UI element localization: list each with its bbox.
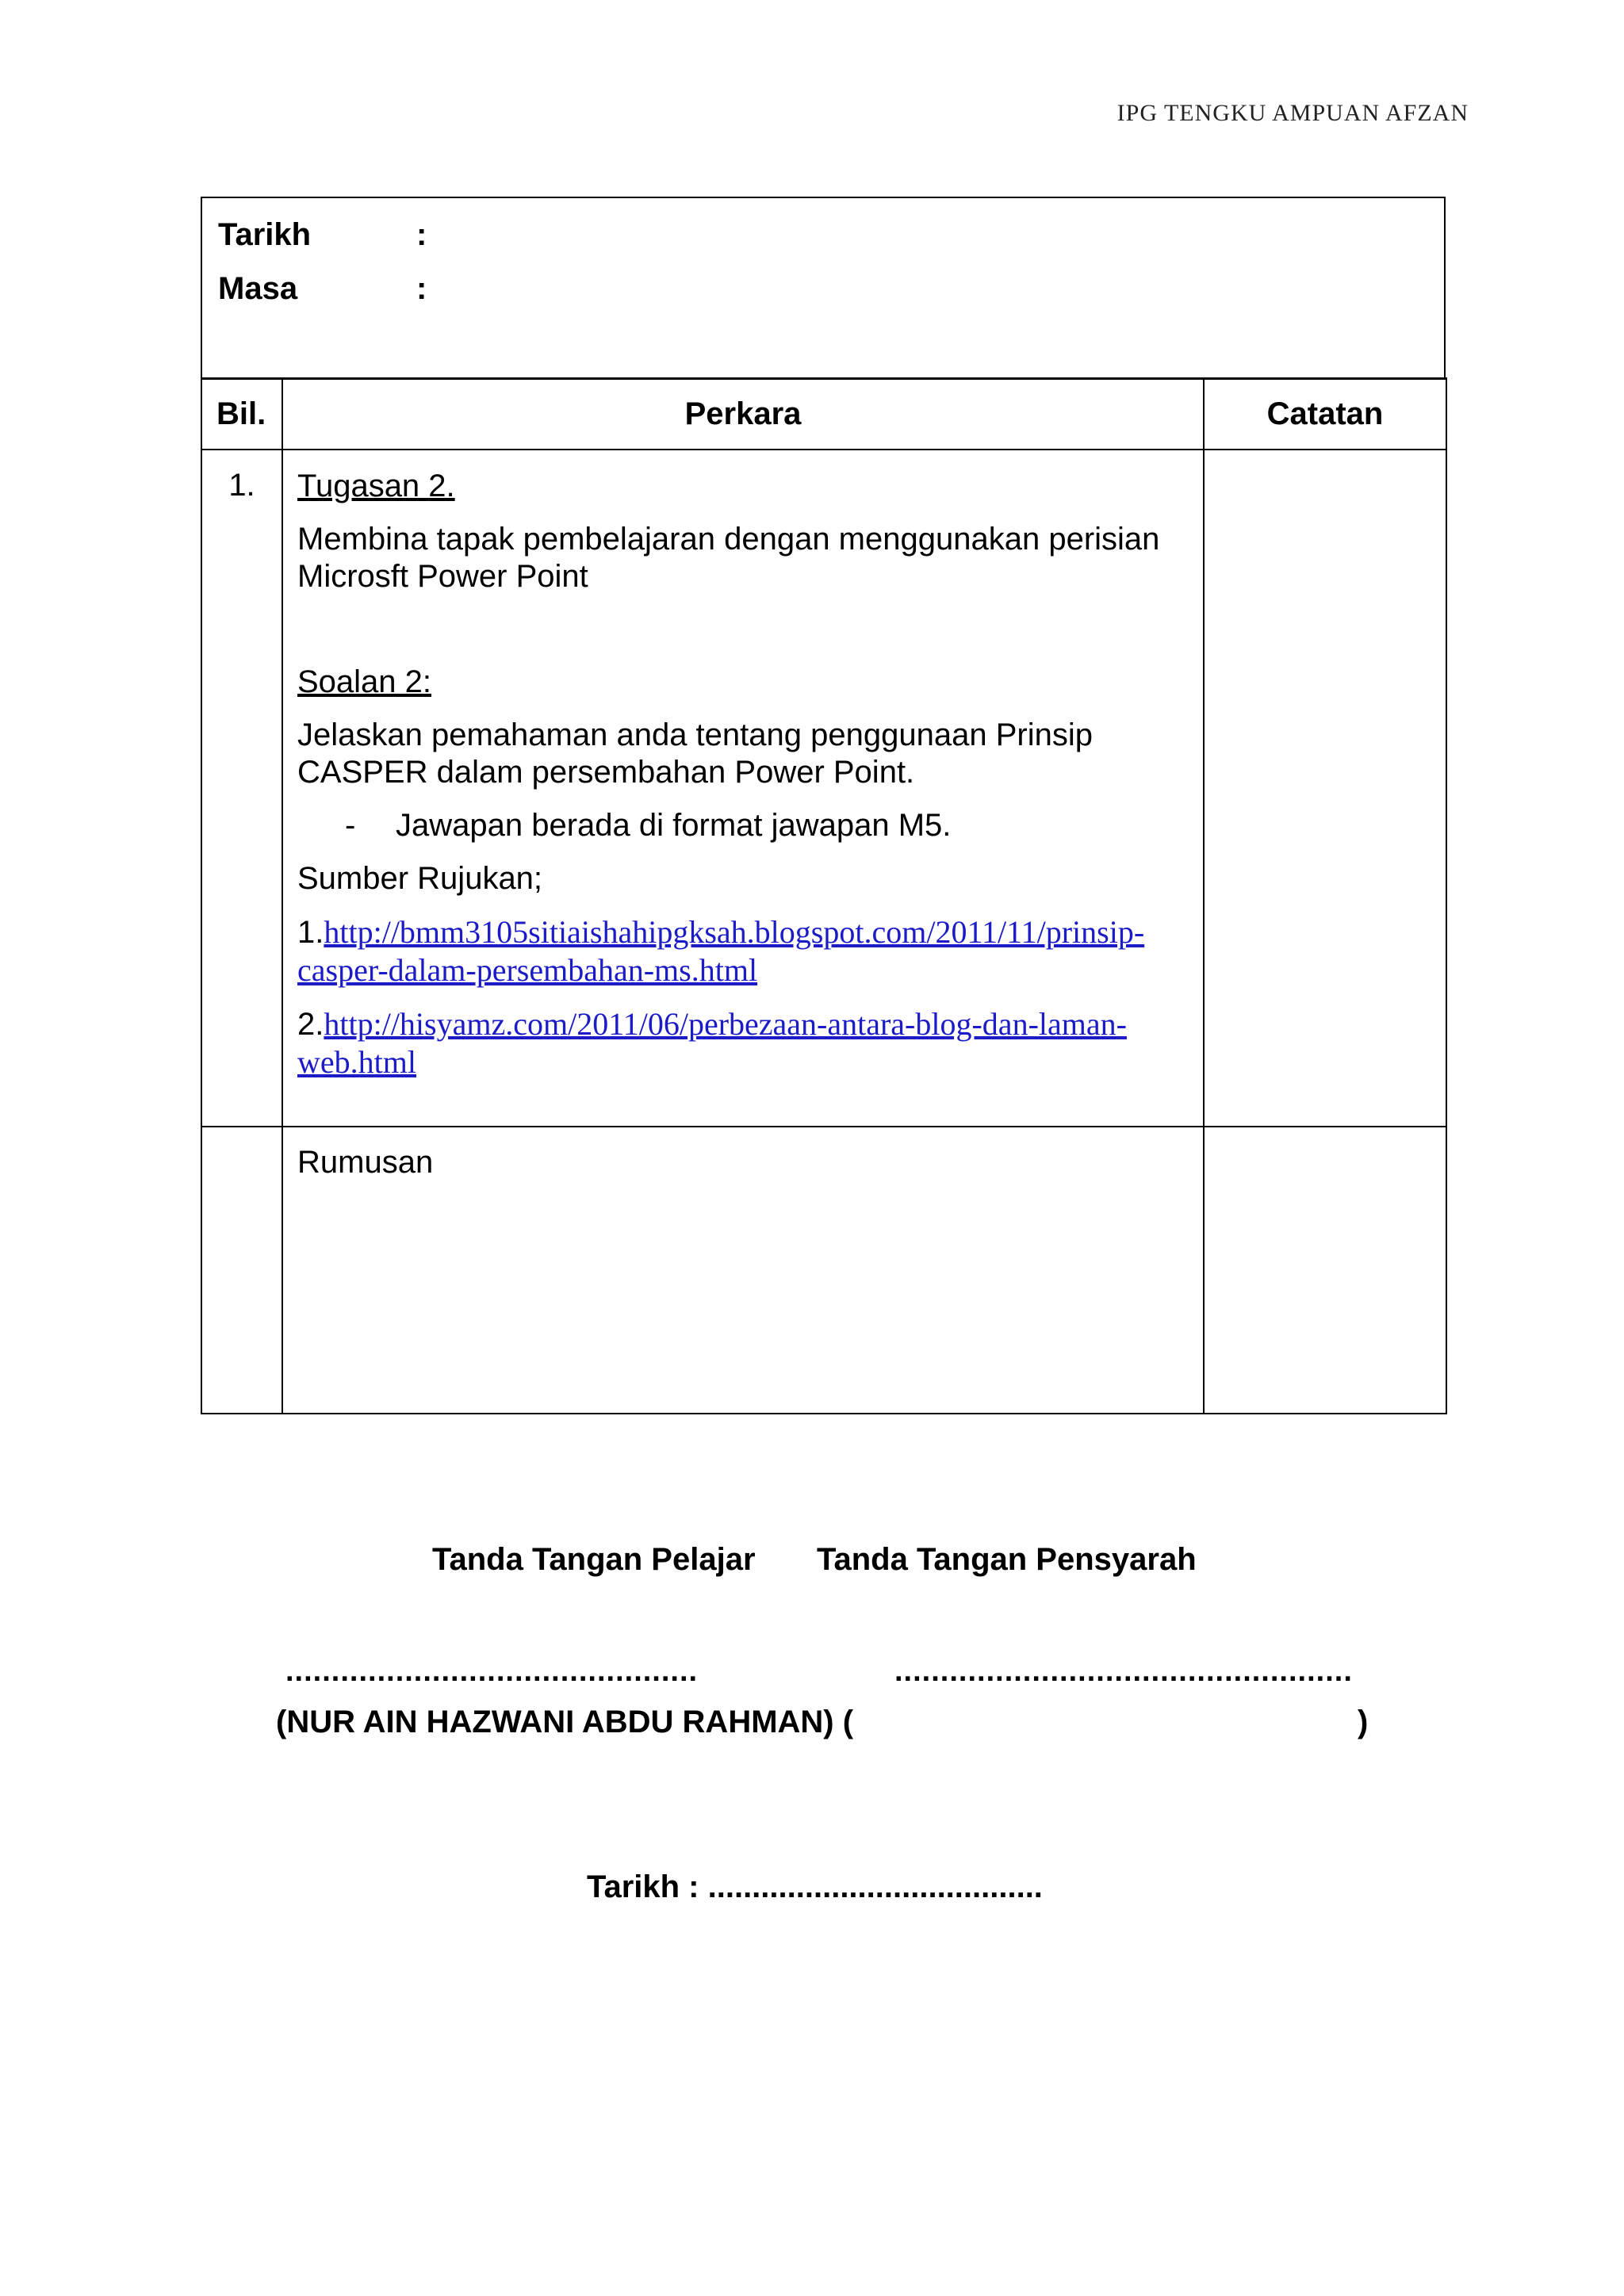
- student-name: (NUR AIN HAZWANI ABDU RAHMAN) (: [276, 1705, 854, 1739]
- question-title: Soalan 2:: [297, 664, 432, 699]
- bullet-dash: -: [345, 808, 356, 843]
- source-1-link[interactable]: http://bmm3105sitiaishahipgksah.blogspot.com/2011/11/prinsip-casper-dalam-persembahan-ms.html: [297, 914, 1145, 988]
- source-2-link[interactable]: http://hisyamz.com/2011/06/perbezaan-antara-blog-dan-laman-web.html: [297, 1006, 1127, 1080]
- header-catatan: Catatan: [1204, 378, 1446, 450]
- question-description: Jelaskan pemahaman anda tentang penggunaan Prinsip CASPER dalam persembahan Power Point.: [297, 718, 1093, 790]
- table-header-row: [201, 378, 1446, 450]
- institution-header: IPG TENGKU AMPUAN AFZAN: [1116, 100, 1469, 126]
- task-table: [201, 377, 1447, 1414]
- source-1: [297, 913, 1187, 989]
- source-2-number: 2.: [297, 1007, 324, 1042]
- student-signature-title: Tanda Tangan Pelajar: [432, 1542, 756, 1577]
- lecturer-signature-title: Tanda Tangan Pensyarah: [817, 1542, 1197, 1577]
- catatan-cell: [1204, 1127, 1446, 1414]
- lecturer-signature-line: ..................................................: [894, 1655, 1353, 1688]
- row-number-empty: [201, 1127, 282, 1414]
- lecturer-name-close: ): [1358, 1705, 1369, 1739]
- rumusan-cell: Rumusan: [282, 1127, 1204, 1414]
- date-line: Tarikh : ......................................: [587, 1869, 1043, 1904]
- header-perkara: Perkara: [282, 378, 1204, 450]
- tarikh-row: [218, 217, 427, 253]
- source-2: [297, 1005, 1187, 1081]
- source-1-number: 1.: [297, 915, 324, 950]
- sources-label: Sumber Rujukan;: [297, 861, 543, 896]
- answer-note-text: Jawapan berada di format jawapan M5.: [396, 808, 952, 843]
- task-content: [282, 450, 1204, 1127]
- table-row: [201, 450, 1446, 1127]
- table-row: [201, 1127, 1446, 1414]
- row-number: 1.: [201, 450, 282, 1127]
- header-bil: Bil.: [201, 378, 282, 450]
- masa-row: [218, 271, 427, 307]
- tarikh-label: Tarikh: [218, 217, 312, 252]
- masa-label: Masa: [218, 271, 298, 306]
- student-signature-line: .............................................: [285, 1655, 699, 1688]
- task-description: Membina tapak pembelajaran dengan menggunakan perisian Microsft Power Point: [297, 522, 1160, 594]
- catatan-cell: [1204, 450, 1446, 1127]
- answer-note: [297, 807, 1187, 844]
- task-title: Tugasan 2.: [297, 469, 455, 503]
- masa-colon: :: [416, 271, 427, 306]
- meta-box: [201, 197, 1446, 380]
- tarikh-colon: :: [416, 217, 427, 252]
